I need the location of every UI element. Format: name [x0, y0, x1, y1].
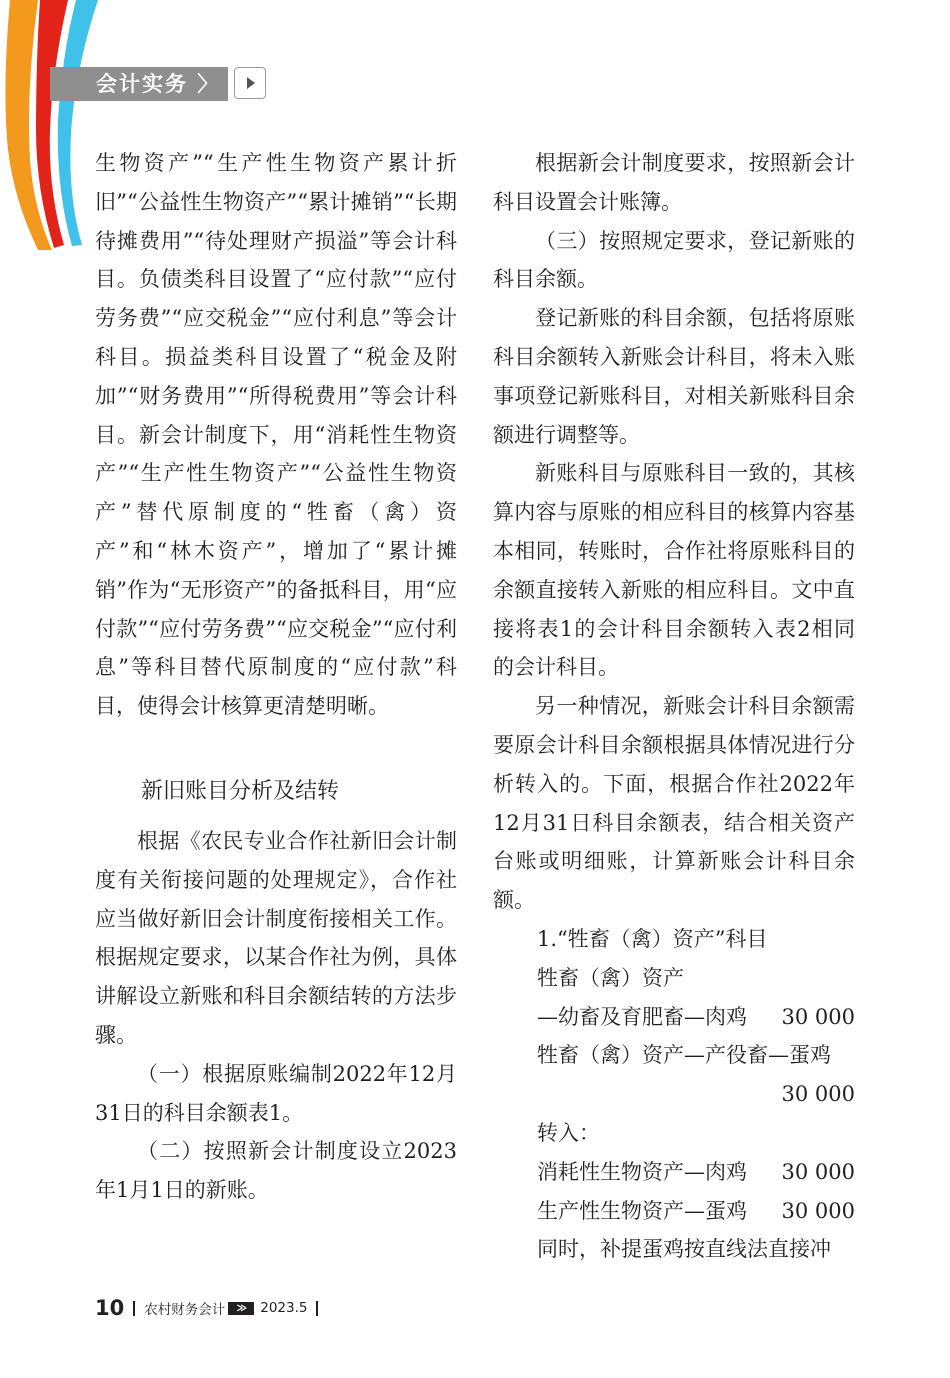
entry-line: 牲畜（禽）资产—产役畜—蛋鸡: [537, 1043, 831, 1068]
entry-amount: 30 000: [781, 1159, 855, 1184]
paragraph: 生物资产”“生产性生物资产累计折旧”“公益性生物资产”“累计摊销”“长期待摊费用”“待处理财产损溢”等会计科目。负债类科目设置了“应付款”“应付劳务费”“应交税金”“应付利息”等会计科目。损益类科目设置了“税金及附加”“财务费用”“所得税费用”等会计科目。新会计制度下，用“消耗性生物资产”“生产性生物资产”“公益性生物资产”替代原制度的“牲畜（禽）资产”和“林木资产”，增加了“累计摊销”作为“无形资产”的备抵科目，用“应付款”“应付劳务费”“应交税金”“应付利息”等科目替代原制度的“应付款”科目，使得会计核算更清楚明晰。: [95, 151, 457, 719]
page-number: 10: [95, 1296, 125, 1320]
paragraph: （一）根据原账编制2022年12月31日的科目余额表1。: [95, 1061, 457, 1125]
double-chevron-icon: ≫: [228, 1302, 254, 1315]
play-arrow-icon[interactable]: [234, 67, 266, 99]
magazine-name: 农村财务会计: [144, 1302, 226, 1318]
divider: [133, 1301, 135, 1316]
entry-account: 生产性生物资产—蛋鸡: [537, 1198, 747, 1223]
paragraph: 新账科目与原账科目一致的，其核算内容与原账的相应科目的核算内容基本相同，转账时，合作社将原账科目的余额直接转入新账的相应科目。文中直接将表1的会计科目余额转入表2相同的会计科目。: [493, 461, 855, 680]
entry-line: [537, 1153, 855, 1192]
paragraph: 根据《农民专业合作社新旧会计制度有关衔接问题的处理规定》，合作社应当做好新旧会计制度衔接相关工作。根据规定要求，以某合作社为例，具体讲解设立新账和科目余额结转的方法步骤。: [95, 828, 457, 1047]
decorative-color-stripes: [0, 0, 110, 260]
entry-account: —幼畜及育肥畜—肉鸡: [537, 1004, 747, 1029]
left-column: [95, 144, 457, 1210]
entry-amount: 30 000: [781, 1198, 855, 1223]
issue-number: 2023.5: [260, 1300, 308, 1316]
journal-entry: [493, 920, 855, 1269]
entry-line: [537, 1192, 855, 1231]
paragraph: 根据新会计制度要求，按照新会计科目设置会计账簿。: [493, 151, 855, 214]
entry-amount: 30 000: [781, 1082, 855, 1107]
divider: [316, 1301, 318, 1316]
transfer-label: 转入：: [537, 1120, 600, 1145]
entry-title: 1.“牲畜（禽）资产”科目: [537, 926, 768, 951]
section-tab[interactable]: 会计实务 〉: [50, 67, 228, 101]
entry-line: 牲畜（禽）资产: [537, 965, 684, 990]
section-heading: 新旧账目分析及结转: [141, 778, 340, 804]
entry-line: 同时，补提蛋鸡按直线法直接冲: [537, 1237, 831, 1262]
page-footer: [95, 1296, 327, 1320]
entry-account: 消耗性生物资产—肉鸡: [537, 1159, 747, 1184]
right-column: [493, 144, 855, 1269]
paragraph: （二）按照新会计制度设立2023年1月1日的新账。: [95, 1139, 457, 1203]
paragraph: 另一种情况，新账会计科目余额需要原会计科目余额根据具体情况进行分析转入的。下面，根据合作社2022年12月31日科目余额表，结合相关资产台账或明细账，计算新账会计科目余额。: [493, 694, 855, 913]
entry-line: [537, 998, 855, 1037]
entry-amount: 30 000: [781, 1004, 855, 1029]
paragraph: 登记新账的科目余额，包括将原账科目余额转入新账会计科目，将未入账事项登记新账科目，对相关新账科目余额进行调整等。: [493, 306, 855, 447]
paragraph: （三）按照规定要求，登记新账的科目余额。: [493, 228, 855, 292]
